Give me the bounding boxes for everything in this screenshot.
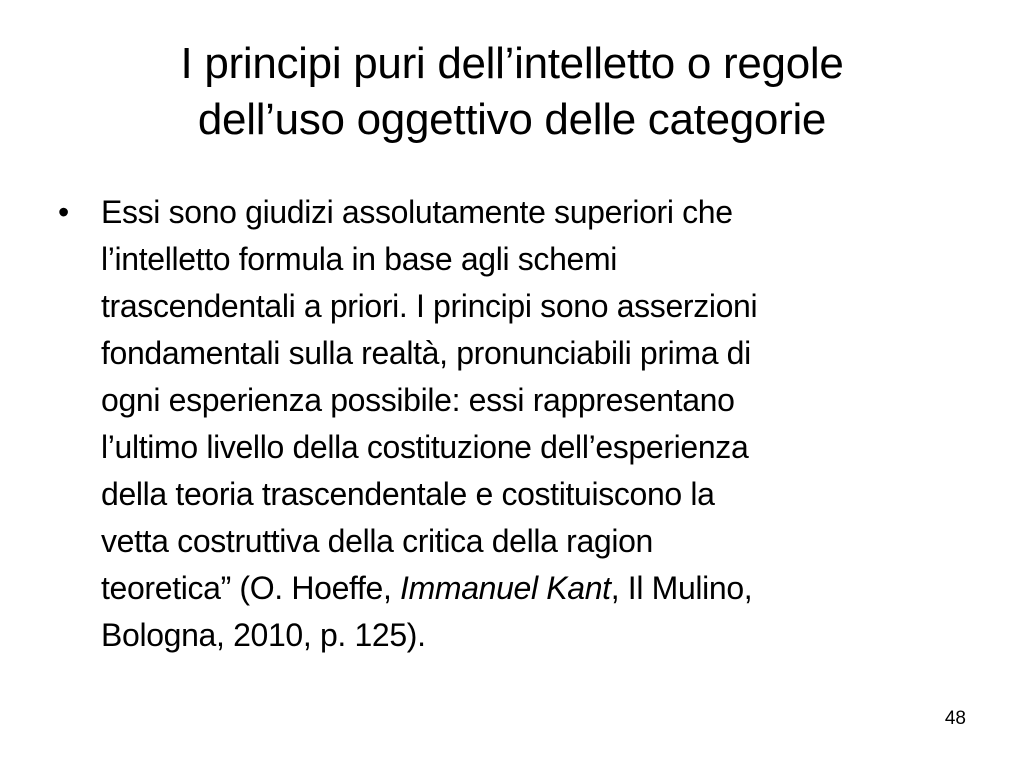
bullet-line-8: vetta costruttiva della critica della ragion xyxy=(101,523,653,559)
bullet-line-9 xyxy=(101,565,958,612)
bullet-line-5: ogni esperienza possibile: essi rappresentano xyxy=(101,382,735,418)
bullet-line-2: l’intelletto formula in base agli schemi xyxy=(101,241,618,277)
bullet-line-10: Bologna, 2010, p. 125). xyxy=(101,617,426,653)
slide-title-line-1: I principi puri dell’intelletto o regole xyxy=(180,39,844,88)
bullet-line-6: l’ultimo livello della costituzione dell’esperienza xyxy=(101,429,749,465)
slide-title-line-2: dell’uso oggettivo delle categorie xyxy=(197,95,827,144)
bullet-text xyxy=(101,189,958,659)
page-number: 48 xyxy=(944,708,966,729)
citation-prefix: teoretica” (O. Hoeffe, xyxy=(101,570,401,606)
bullet-marker: • xyxy=(58,194,70,230)
bullet-line-7: della teoria trascendentale e costituiscono la xyxy=(101,476,715,512)
bullet-line-1: Essi sono giudizi assolutamente superiori che xyxy=(101,194,733,230)
book-title: Immanuel Kant xyxy=(400,570,611,606)
citation-suffix: , Il Mulino, xyxy=(610,570,753,606)
bullet-line-3: trascendentali a priori. I principi sono asserzioni xyxy=(101,288,758,324)
slide-title xyxy=(40,36,984,148)
bullet-line-4: fondamentali sulla realtà, pronunciabili prima di xyxy=(101,335,751,371)
bullet-item xyxy=(58,189,958,659)
